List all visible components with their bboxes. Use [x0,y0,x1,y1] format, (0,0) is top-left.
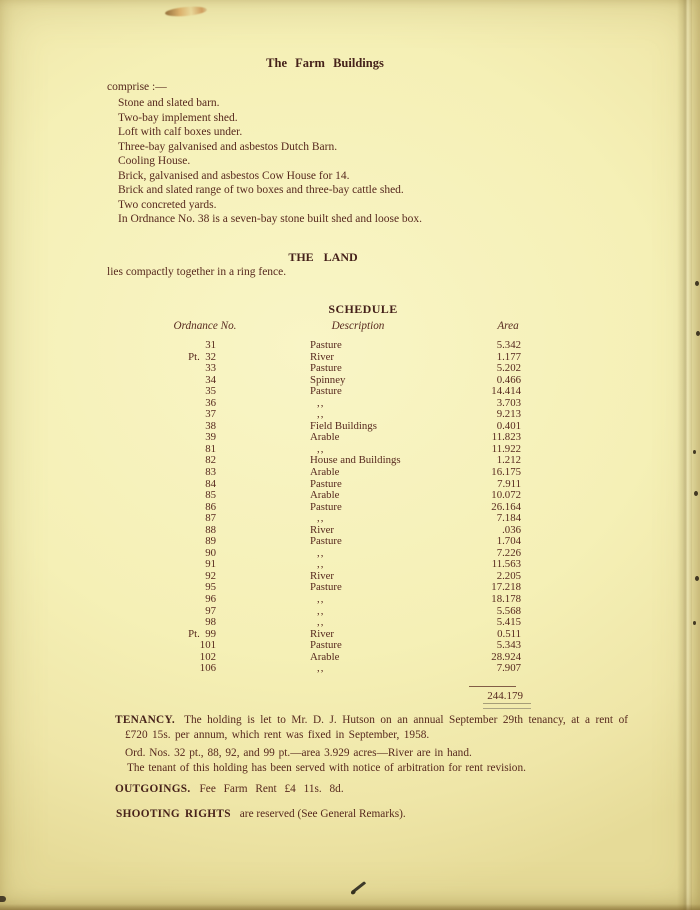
cell-ordnance-no: 84 [205,477,216,490]
cell-area: 10.072 [491,489,521,502]
cell-description: Arable [310,650,340,663]
schedule-row [0,652,700,664]
cell-description: Pasture [310,639,342,652]
schedule-rows [0,340,700,675]
cell-ordnance-no: 88 [205,523,216,536]
cell-ordnance-no: 90 [205,546,216,559]
schedule-row [0,352,700,364]
tenancy-paragraph [115,713,628,744]
cell-description: Spinney [310,373,346,386]
cell-area: 14.414 [491,385,521,398]
cell-area: 7.184 [496,512,521,525]
cell-area: 0.466 [496,373,521,386]
outgoings-label: OUTGOINGS. [115,783,191,795]
column-header-ordnance-no: Ordnance No. [173,320,237,332]
schedule-row [0,432,700,444]
cell-area: 11.823 [491,431,521,444]
farm-buildings-list [118,96,638,227]
cell-description: Field Buildings [310,419,377,432]
shooting-rights-label: SHOOTING RIGHTS [116,808,231,820]
total-rule-top [469,686,516,687]
tenancy-label: TENANCY. [115,714,176,726]
cell-area: 5.343 [496,639,521,652]
cell-ordnance-no: 87 [205,512,216,525]
cell-area: .036 [502,523,521,536]
cell-description: ,, [317,558,325,571]
cell-ordnance-no: 34 [205,373,216,386]
shooting-rights-paragraph [116,808,406,820]
cell-area: 28.924 [491,650,521,663]
building-item: Stone and slated barn. [118,97,220,109]
schedule-title: SCHEDULE [328,302,398,316]
cell-area: 3.703 [496,396,521,409]
cell-area: 1.704 [496,535,521,548]
schedule-row [0,455,700,467]
schedule-row [0,629,700,641]
cell-ordnance-no: 31 [205,339,216,351]
cell-ordnance-no: 106 [199,662,216,675]
farm-buildings-title: The Farm Buildings [266,56,384,70]
schedule-row [0,617,700,629]
cell-description: Pasture [310,535,342,548]
cell-area: 7.907 [496,662,521,675]
schedule-row [0,536,700,548]
stain-mark [165,5,208,18]
cell-description: ,, [317,546,325,559]
schedule-row [0,582,700,594]
cell-area: 5.568 [496,604,521,617]
schedule-row [0,363,700,375]
page-bottom-edge [0,904,700,910]
schedule-row [0,421,700,433]
cell-description: River [310,523,334,536]
cell-ordnance-no: 96 [205,593,216,606]
schedule-row [0,548,700,560]
cell-area: 26.164 [491,500,521,513]
cell-area: 17.218 [491,581,521,594]
schedule-row [0,398,700,410]
cell-description: River [310,350,334,363]
cell-description: Pasture [310,581,342,594]
schedule-row [0,606,700,618]
schedule-row [0,386,700,398]
building-item: Two-bay implement shed. [118,111,238,124]
cell-area: 7.226 [496,546,521,559]
cell-area: 5.342 [496,339,521,351]
cell-description: ,, [317,442,325,455]
cell-ordnance-no: 86 [205,500,216,513]
cell-ordnance-no: 38 [205,419,216,432]
pen-tick-mark [351,881,366,894]
cell-ordnance-no: 33 [205,362,216,375]
cell-ordnance-no: 95 [205,581,216,594]
cell-ordnance-no: Pt. 32 [188,350,216,363]
schedule-row [0,559,700,571]
cell-area: 18.178 [491,593,521,606]
schedule-row [0,663,700,675]
cell-ordnance-no: 89 [205,535,216,548]
cell-description: ,, [317,512,325,525]
cell-area: 16.175 [491,466,521,479]
cell-area: 11.922 [491,442,521,455]
land-title: THE LAND [288,250,358,264]
building-item: Cooling House. [118,155,191,167]
cell-area: 7.911 [497,477,521,490]
outgoings-paragraph [115,783,344,795]
cell-area: 1.212 [496,454,521,467]
cell-area: 11.563 [491,558,521,571]
edge-speck [0,896,6,902]
cell-description: Arable [310,466,340,479]
schedule-row [0,525,700,537]
binding-hole [696,331,700,336]
cell-ordnance-no: Pt. 99 [188,627,216,640]
cell-description: ,, [317,662,325,675]
cell-area: 5.202 [496,362,521,375]
cell-ordnance-no: 91 [205,558,216,571]
schedule-row [0,479,700,491]
cell-description: Pasture [310,500,342,513]
building-item: Loft with calf boxes under. [118,126,243,138]
schedule-row [0,571,700,583]
schedule-total: 244.179 [487,690,523,702]
schedule-row [0,490,700,502]
comprise-text: comprise :— [107,81,167,93]
cell-ordnance-no: 97 [205,604,216,617]
cell-area: 9.213 [496,408,521,421]
shooting-rights-text: are reserved (See General Remarks). [239,808,406,820]
cell-ordnance-no: 85 [205,489,216,502]
binding-hole [695,281,699,286]
schedule-row [0,594,700,606]
cell-description: ,, [317,396,325,409]
cell-ordnance-no: 98 [205,616,216,629]
cell-description: ,, [317,593,325,606]
cell-ordnance-no: 101 [199,639,216,652]
tenancy-arbitration-note: The tenant of this holding has been served with notice of arbitration for rent revision. [127,762,526,774]
cell-description: Arable [310,489,340,502]
schedule-row [0,513,700,525]
column-header-description: Description [331,320,385,332]
column-header-area: Area [497,320,519,332]
cell-description: Pasture [310,362,342,375]
cell-ordnance-no: 37 [205,408,216,421]
cell-description: Arable [310,431,340,444]
cell-ordnance-no: 35 [205,385,216,398]
cell-ordnance-no: 92 [205,569,216,582]
cell-area: 2.205 [496,569,521,582]
outgoings-text: Fee Farm Rent £4 11s. 8d. [199,783,344,795]
schedule-row [0,502,700,514]
cell-ordnance-no: 102 [199,650,216,663]
cell-area: 1.177 [496,350,521,363]
schedule-row [0,467,700,479]
cell-description: Pasture [310,477,342,490]
cell-ordnance-no: 36 [205,396,216,409]
cell-ordnance-no: 81 [205,442,216,455]
cell-description: House and Buildings [310,454,401,467]
building-item: Brick, galvanised and asbestos Cow House for 14. [118,169,350,182]
tenancy-ordnance-note: Ord. Nos. 32 pt., 88, 92, and 99 pt.—area 3.929 acres—River are in hand. [125,747,472,759]
cell-ordnance-no: 83 [205,466,216,479]
land-text: lies compactly together in a ring fence. [107,266,287,278]
cell-description: River [310,569,334,582]
building-item: Two concreted yards. [118,198,217,211]
cell-description: River [310,627,334,640]
building-item: Three-bay galvanised and asbestos Dutch Barn. [118,140,338,153]
cell-description: ,, [317,408,325,421]
cell-description: ,, [317,616,325,629]
tenancy-text: The holding is let to Mr. D. J. Hutson on an annual September 29th tenancy, at a rent of £720 15s. per annum, which rent was fixed in September, 1958. [125,714,628,742]
cell-ordnance-no: 82 [205,454,216,467]
total-rule-bottom [483,703,531,709]
cell-area: 0.401 [496,419,521,432]
building-item: In Ordnance No. 38 is a seven-bay stone built shed and loose box. [118,213,423,225]
cell-area: 0.511 [497,627,521,640]
cell-description: Pasture [310,385,342,398]
cell-ordnance-no: 39 [205,431,216,444]
schedule-row [0,340,700,352]
schedule-row [0,640,700,652]
building-item: Brick and slated range of two boxes and three-bay cattle shed. [118,184,404,196]
cell-description: ,, [317,604,325,617]
schedule-row [0,375,700,387]
cell-area: 5.415 [496,616,521,629]
cell-description: Pasture [310,339,342,351]
